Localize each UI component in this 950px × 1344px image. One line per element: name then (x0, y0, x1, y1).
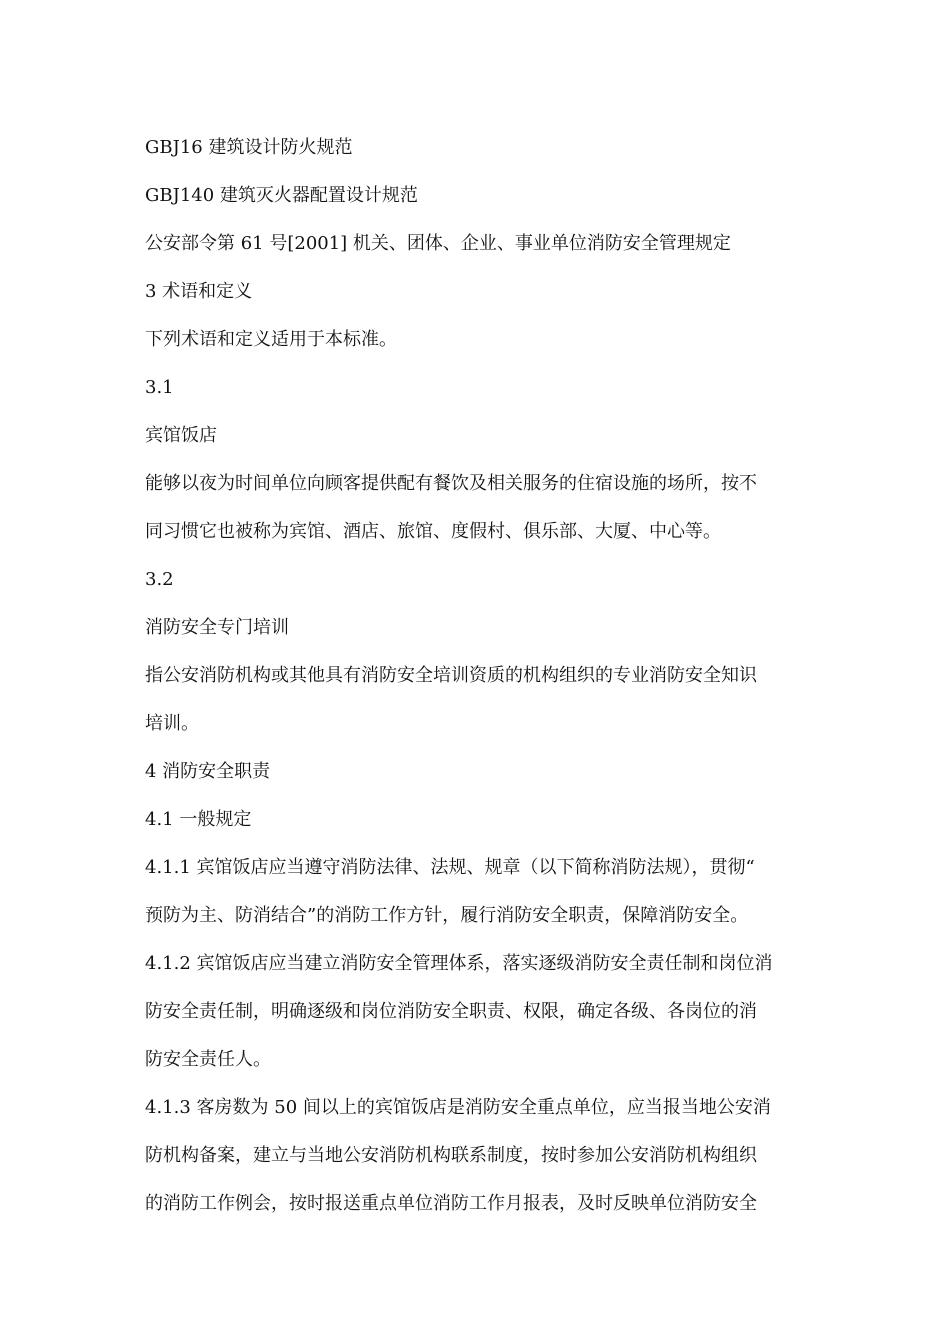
reference-gbj16: GBJ16 建筑设计防火规范 (145, 137, 353, 158)
term-hotel: 宾馆饭店 (145, 425, 217, 446)
definition-hotel-line-1: 能够以夜为时间单位向顾客提供配有餐饮及相关服务的住宿设施的场所，按不 (145, 473, 757, 494)
clause-4-1-3-line-3: 的消防工作例会，按时报送重点单位消防工作月报表，及时反映单位消防安全 (145, 1193, 757, 1214)
definition-training-line-2: 培训。 (145, 713, 199, 734)
clause-4-1-1-line-2: 预防为主、防消结合”的消防工作方针，履行消防安全职责，保障消防安全。 (145, 905, 749, 926)
clause-4-1-3-line-2: 防机构备案，建立与当地公安消防机构联系制度，按时参加公安消防机构组织 (145, 1145, 757, 1166)
subsection-heading-4-1: 4.1 一般规定 (145, 809, 252, 830)
term-special-training: 消防安全专门培训 (145, 617, 289, 638)
clause-4-1-2-line-1: 4.1.2 宾馆饭店应当建立消防安全管理体系，落实逐级消防安全责任制和岗位消 (145, 953, 773, 974)
reference-gbj140: GBJ140 建筑灭火器配置设计规范 (145, 185, 418, 206)
clause-number-3-1: 3.1 (145, 377, 174, 398)
section-heading-4: 4 消防安全职责 (145, 761, 271, 782)
clause-4-1-3-line-1: 4.1.3 客房数为 50 间以上的宾馆饭店是消防安全重点单位，应当报当地公安消 (145, 1097, 771, 1118)
section-3-intro: 下列术语和定义适用于本标准。 (145, 329, 397, 350)
reference-ministry-order: 公安部令第 61 号[2001] 机关、团体、企业、事业单位消防安全管理规定 (145, 233, 731, 254)
definition-training-line-1: 指公安消防机构或其他具有消防安全培训资质的机构组织的专业消防安全知识 (145, 665, 757, 686)
clause-number-3-2: 3.2 (145, 569, 174, 590)
definition-hotel-line-2: 同习惯它也被称为宾馆、酒店、旅馆、度假村、俱乐部、大厦、中心等。 (145, 521, 721, 542)
clause-4-1-2-line-3: 防安全责任人。 (145, 1049, 271, 1070)
clause-4-1-1-line-1: 4.1.1 宾馆饭店应当遵守消防法律、法规、规章（以下简称消防法规），贯彻“ (145, 857, 755, 878)
clause-4-1-2-line-2: 防安全责任制，明确逐级和岗位消防安全职责、权限，确定各级、各岗位的消 (145, 1001, 757, 1022)
section-heading-3: 3 术语和定义 (145, 281, 253, 302)
document-body (145, 124, 815, 1228)
